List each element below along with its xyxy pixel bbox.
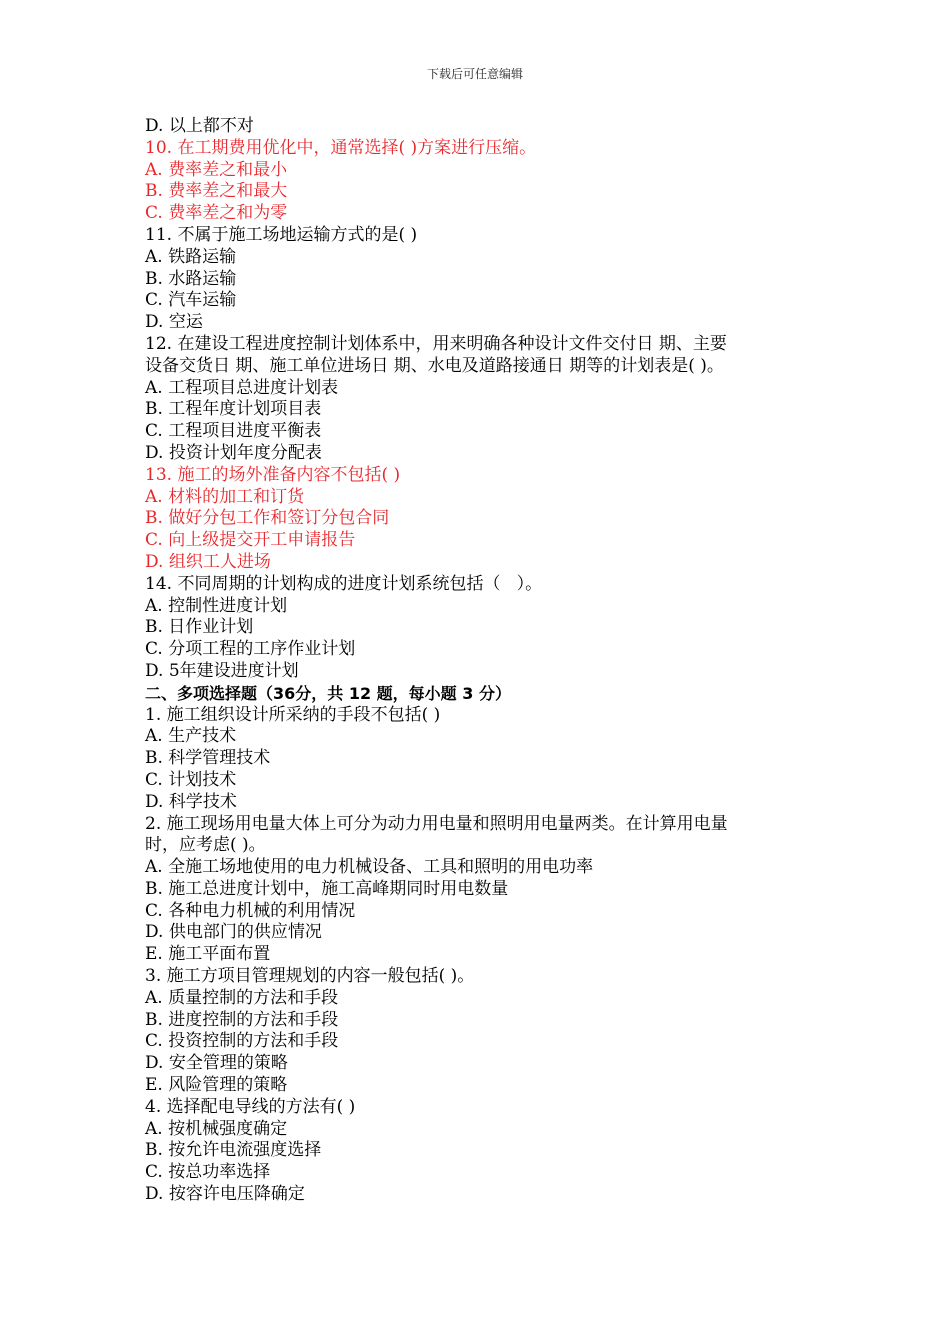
text-line: A. 全施工场地使用的电力机械设备、工具和照明的用电功率 <box>145 857 594 878</box>
text-line: C. 计划技术 <box>145 769 237 790</box>
text-line: 4. 选择配电导线的方法有( ) <box>145 1096 356 1117</box>
text-line: C. 汽车运输 <box>145 290 237 311</box>
text-line: 14. 不同周期的计划构成的进度计划系统包括（ ）。 <box>145 573 543 594</box>
text-line: C. 分项工程的工序作业计划 <box>145 639 356 660</box>
text-line: 13. 施工的场外准备内容不包括( ) <box>145 464 401 485</box>
text-line: D. 按容许电压降确定 <box>145 1184 305 1205</box>
text-line: D. 空运 <box>145 312 203 333</box>
text-line: C. 工程项目进度平衡表 <box>145 421 322 442</box>
text-line: B. 施工总进度计划中，施工高峰期同时用电数量 <box>145 878 509 899</box>
text-line: C. 各种电力机械的利用情况 <box>145 900 356 921</box>
text-line: C. 按总功率选择 <box>145 1162 271 1183</box>
text-line: A. 质量控制的方法和手段 <box>145 987 339 1008</box>
text-line: B. 水路运输 <box>145 268 237 289</box>
text-line: C. 向上级提交开工申请报告 <box>145 530 356 551</box>
section-heading: 二、多项选择题（36分，共 12 题，每小题 3 分） <box>145 683 511 703</box>
text-line: 时，应考虑( )。 <box>145 835 266 856</box>
text-line: 设备交货日 期、施工单位进场日 期、水电及道路接通日 期等的计划表是( )。 <box>145 355 724 376</box>
text-line: 3. 施工方项目管理规划的内容一般包括( )。 <box>145 966 475 987</box>
text-line: 2. 施工现场用电量大体上可分为动力用电量和照明用电量两类。在计算用电量 <box>145 813 728 834</box>
text-line: 11. 不属于施工场地运输方式的是( ) <box>145 224 418 245</box>
text-line: A. 工程项目总进度计划表 <box>145 377 339 398</box>
text-line: D. 安全管理的策略 <box>145 1053 288 1074</box>
text-line: 1. 施工组织设计所采纳的手段不包括( ) <box>145 704 441 725</box>
document-body <box>145 116 810 1206</box>
text-line: 10. 在工期费用优化中，通常选择( )方案进行压缩。 <box>145 137 537 158</box>
text-line: D. 5年建设进度计划 <box>145 660 299 681</box>
page-header: 下载后可任意编辑 <box>426 67 523 81</box>
text-line: D. 供电部门的供应情况 <box>145 922 322 943</box>
text-line: B. 进度控制的方法和手段 <box>145 1009 339 1030</box>
text-line: B. 科学管理技术 <box>145 748 271 769</box>
text-line: A. 材料的加工和订货 <box>145 486 305 507</box>
text-line: A. 费率差之和最小 <box>145 159 288 180</box>
text-line: A. 按机械强度确定 <box>145 1118 288 1139</box>
text-line: D. 以上都不对 <box>145 116 254 136</box>
text-line: C. 费率差之和为零 <box>145 203 288 224</box>
text-line: E. 施工平面布置 <box>145 944 271 965</box>
text-line: B. 做好分包工作和签订分包合同 <box>145 508 390 529</box>
text-line: B. 按允许电流强度选择 <box>145 1140 322 1161</box>
text-line: D. 科学技术 <box>145 791 237 812</box>
text-line: B. 日作业计划 <box>145 617 254 638</box>
text-line: B. 工程年度计划项目表 <box>145 399 322 420</box>
text-line: E. 风险管理的策略 <box>145 1075 288 1096</box>
text-line: B. 费率差之和最大 <box>145 181 288 202</box>
text-line: A. 生产技术 <box>145 726 237 747</box>
text-line: A. 铁路运输 <box>145 246 237 267</box>
text-line: 12. 在建设工程进度控制计划体系中，用来明确各种设计文件交付日 期、主要 <box>145 333 727 354</box>
text-line: C. 投资控制的方法和手段 <box>145 1031 339 1052</box>
text-line: A. 控制性进度计划 <box>145 595 288 616</box>
text-line: D. 投资计划年度分配表 <box>145 442 322 463</box>
text-line: D. 组织工人进场 <box>145 551 271 572</box>
